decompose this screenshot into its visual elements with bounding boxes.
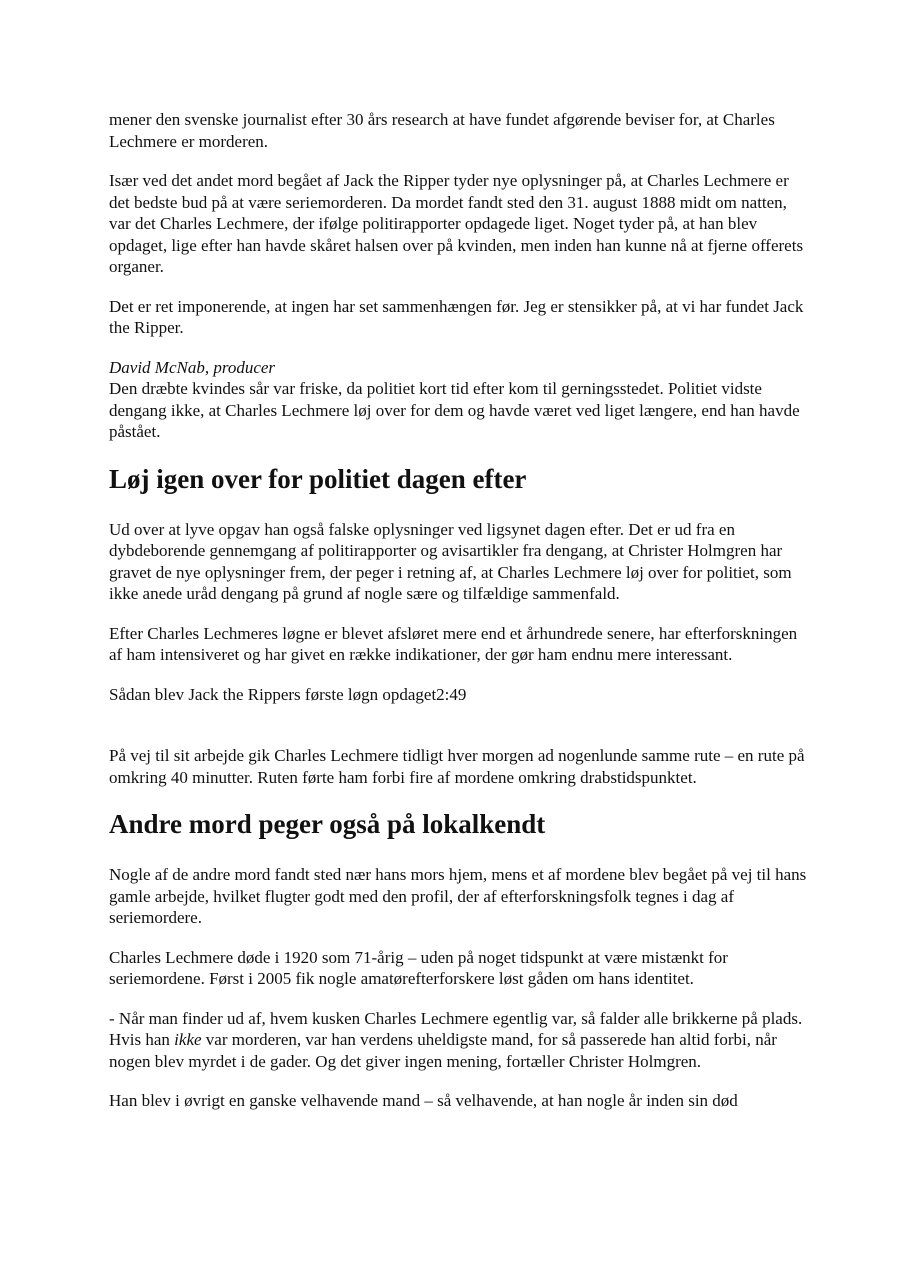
paragraph-10-emphasis: ikke [174,1030,202,1049]
paragraph-8: Nogle af de andre mord fandt sted nær hans mors hjem, mens et af mordene blev begået på vej til hans gamle arbejde, hvilket flugter godt med den profil, der af efterforskningsfolk tegnes i dag af seriemordere. [109,865,807,927]
paragraph-11: Han blev i øvrigt en ganske velhavende mand – så velhavende, at han nogle år inden sin død [109,1091,738,1110]
paragraph-4: Den dræbte kvindes sår var friske, da politiet kort tid efter kom til gerningsstedet. Politiet vidste dengang ikke, at Charles Lechmere løj over for dem og havde været ved liget længere, end han havde påstået. [109,379,800,441]
section-heading-2: Andre mord peger også på lokalkendt [109,809,546,839]
article-body [109,109,809,1130]
paragraph-7: På vej til sit arbejde gik Charles Lechmere tidligt hver morgen ad nogenlunde samme rute – en rute på omkring 40 minutter. Ruten førte ham forbi fire af mordene omkring drabstidspunktet. [109,746,805,787]
paragraph-5: Ud over at lyve opgav han også falske oplysninger ved ligsynet dagen efter. Det er ud fra en dybdeborende gennemgang af politirapporter og avisartikler fra dengang, at Christer Holmgren har gravet de nye oplysninger frem, der peger i retning af, at Charles Lechmere løj over for politiet, som ikke anede uråd dengang på grund af nogle sære og tilfældige sammenfald. [109,519,792,603]
quote-author: David McNab, producer [109,357,276,377]
paragraph-3: Det er ret imponerende, at ingen har set sammenhængen før. Jeg er stensikker på, at vi har fundet Jack the Ripper. [109,296,804,337]
paragraph-6: Efter Charles Lechmeres løgne er blevet afsløret mere end et århundrede senere, har efterforskningen af ham intensiveret og har givet en række indikationer, der gør ham endnu mere interessant. [109,623,798,664]
paragraph-1: mener den svenske journalist efter 30 års research at have fundet afgørende beviser for, at Charles Lechmere er morderen. [109,110,775,151]
paragraph-9: Charles Lechmere døde i 1920 som 71-årig – uden på noget tidspunkt at være mistænkt for seriemordene. Først i 2005 fik nogle amatørefterforskere løst gåden om hans identitet. [109,947,728,988]
paragraph-2: Især ved det andet mord begået af Jack the Ripper tyder nye oplysninger på, at Charles Lechmere er det bedste bud på at være seriemorderen. Da mordet fandt sted den 31. august 1888 midt om natten, var det Charles Lechmere, der ifølge politirapporter opdagede liget. Noget tyder på, at han blev opdaget, lige efter han havde skåret halsen over på kvinden, men inden han kunne nå at fjerne offerets organer. [109,171,804,276]
video-link[interactable]: Sådan blev Jack the Rippers første løgn opdaget2:49 [109,684,467,704]
section-heading-1: Løj igen over for politiet dagen efter [109,463,527,494]
paragraph-10-start: - Når man finder ud af, hvem kusken Charles Lechmere egentlig var, så falder alle brikkerne på plads. Hvis han [109,1008,803,1049]
paragraph-10 [109,1008,809,1073]
paragraph-10-end: var morderen, var han verdens uheldigste mand, for så passerede han altid forbi, når nogen blev myrdet i de gader. Og det giver ingen mening, fortæller Christer Holmgren. [109,1030,777,1071]
quote-block [109,357,809,443]
